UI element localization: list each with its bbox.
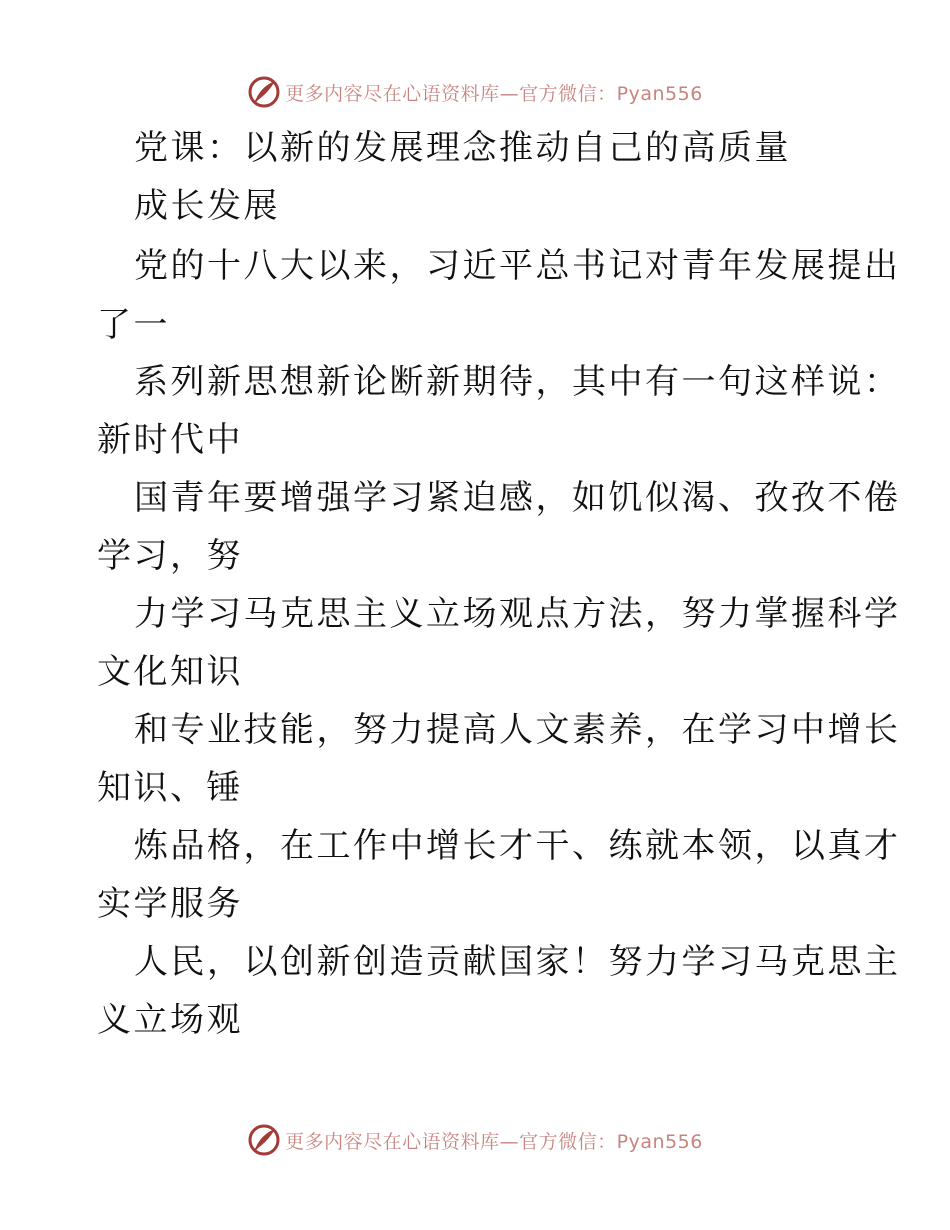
- doc-text-line: 人民，以创新创造贡献国家！努力学习马克思主: [134, 942, 901, 982]
- quill-logo-icon: [247, 1123, 281, 1157]
- footer-watermark: [0, 1120, 950, 1160]
- doc-text-line: 实学服务: [97, 884, 243, 924]
- doc-text-line: 炼品格，在工作中增长才干、练就本领，以真才: [134, 826, 901, 866]
- doc-text-line: 新时代中: [97, 420, 243, 460]
- watermark-text: 更多内容尽在心语资料库—官方微信：Pyan556: [285, 82, 703, 105]
- doc-text-line: 国青年要增强学习紧迫感，如饥似渴、孜孜不倦: [134, 478, 901, 518]
- doc-text-line: 了一: [97, 305, 170, 345]
- doc-text-line: 力学习马克思主义立场观点方法，努力掌握科学: [134, 594, 901, 634]
- doc-title-line-1: 党课：以新的发展理念推动自己的高质量: [134, 128, 791, 168]
- doc-text-line: 文化知识: [97, 652, 243, 692]
- doc-text-line: 和专业技能，努力提高人文素养，在学习中增长: [134, 710, 901, 750]
- doc-text-line: 义立场观: [97, 1000, 243, 1040]
- doc-text-line: 党的十八大以来，习近平总书记对青年发展提出: [134, 246, 901, 286]
- quill-logo-icon: [247, 75, 281, 109]
- doc-text-line: 知识、锤: [97, 768, 243, 808]
- doc-text-line: 学习，努: [97, 536, 243, 576]
- doc-text-line: 系列新思想新论断新期待，其中有一句这样说：: [134, 362, 901, 402]
- watermark-text: 更多内容尽在心语资料库—官方微信：Pyan556: [285, 1130, 703, 1153]
- header-watermark: [0, 72, 950, 112]
- doc-title-line-2: 成长发展: [134, 186, 280, 226]
